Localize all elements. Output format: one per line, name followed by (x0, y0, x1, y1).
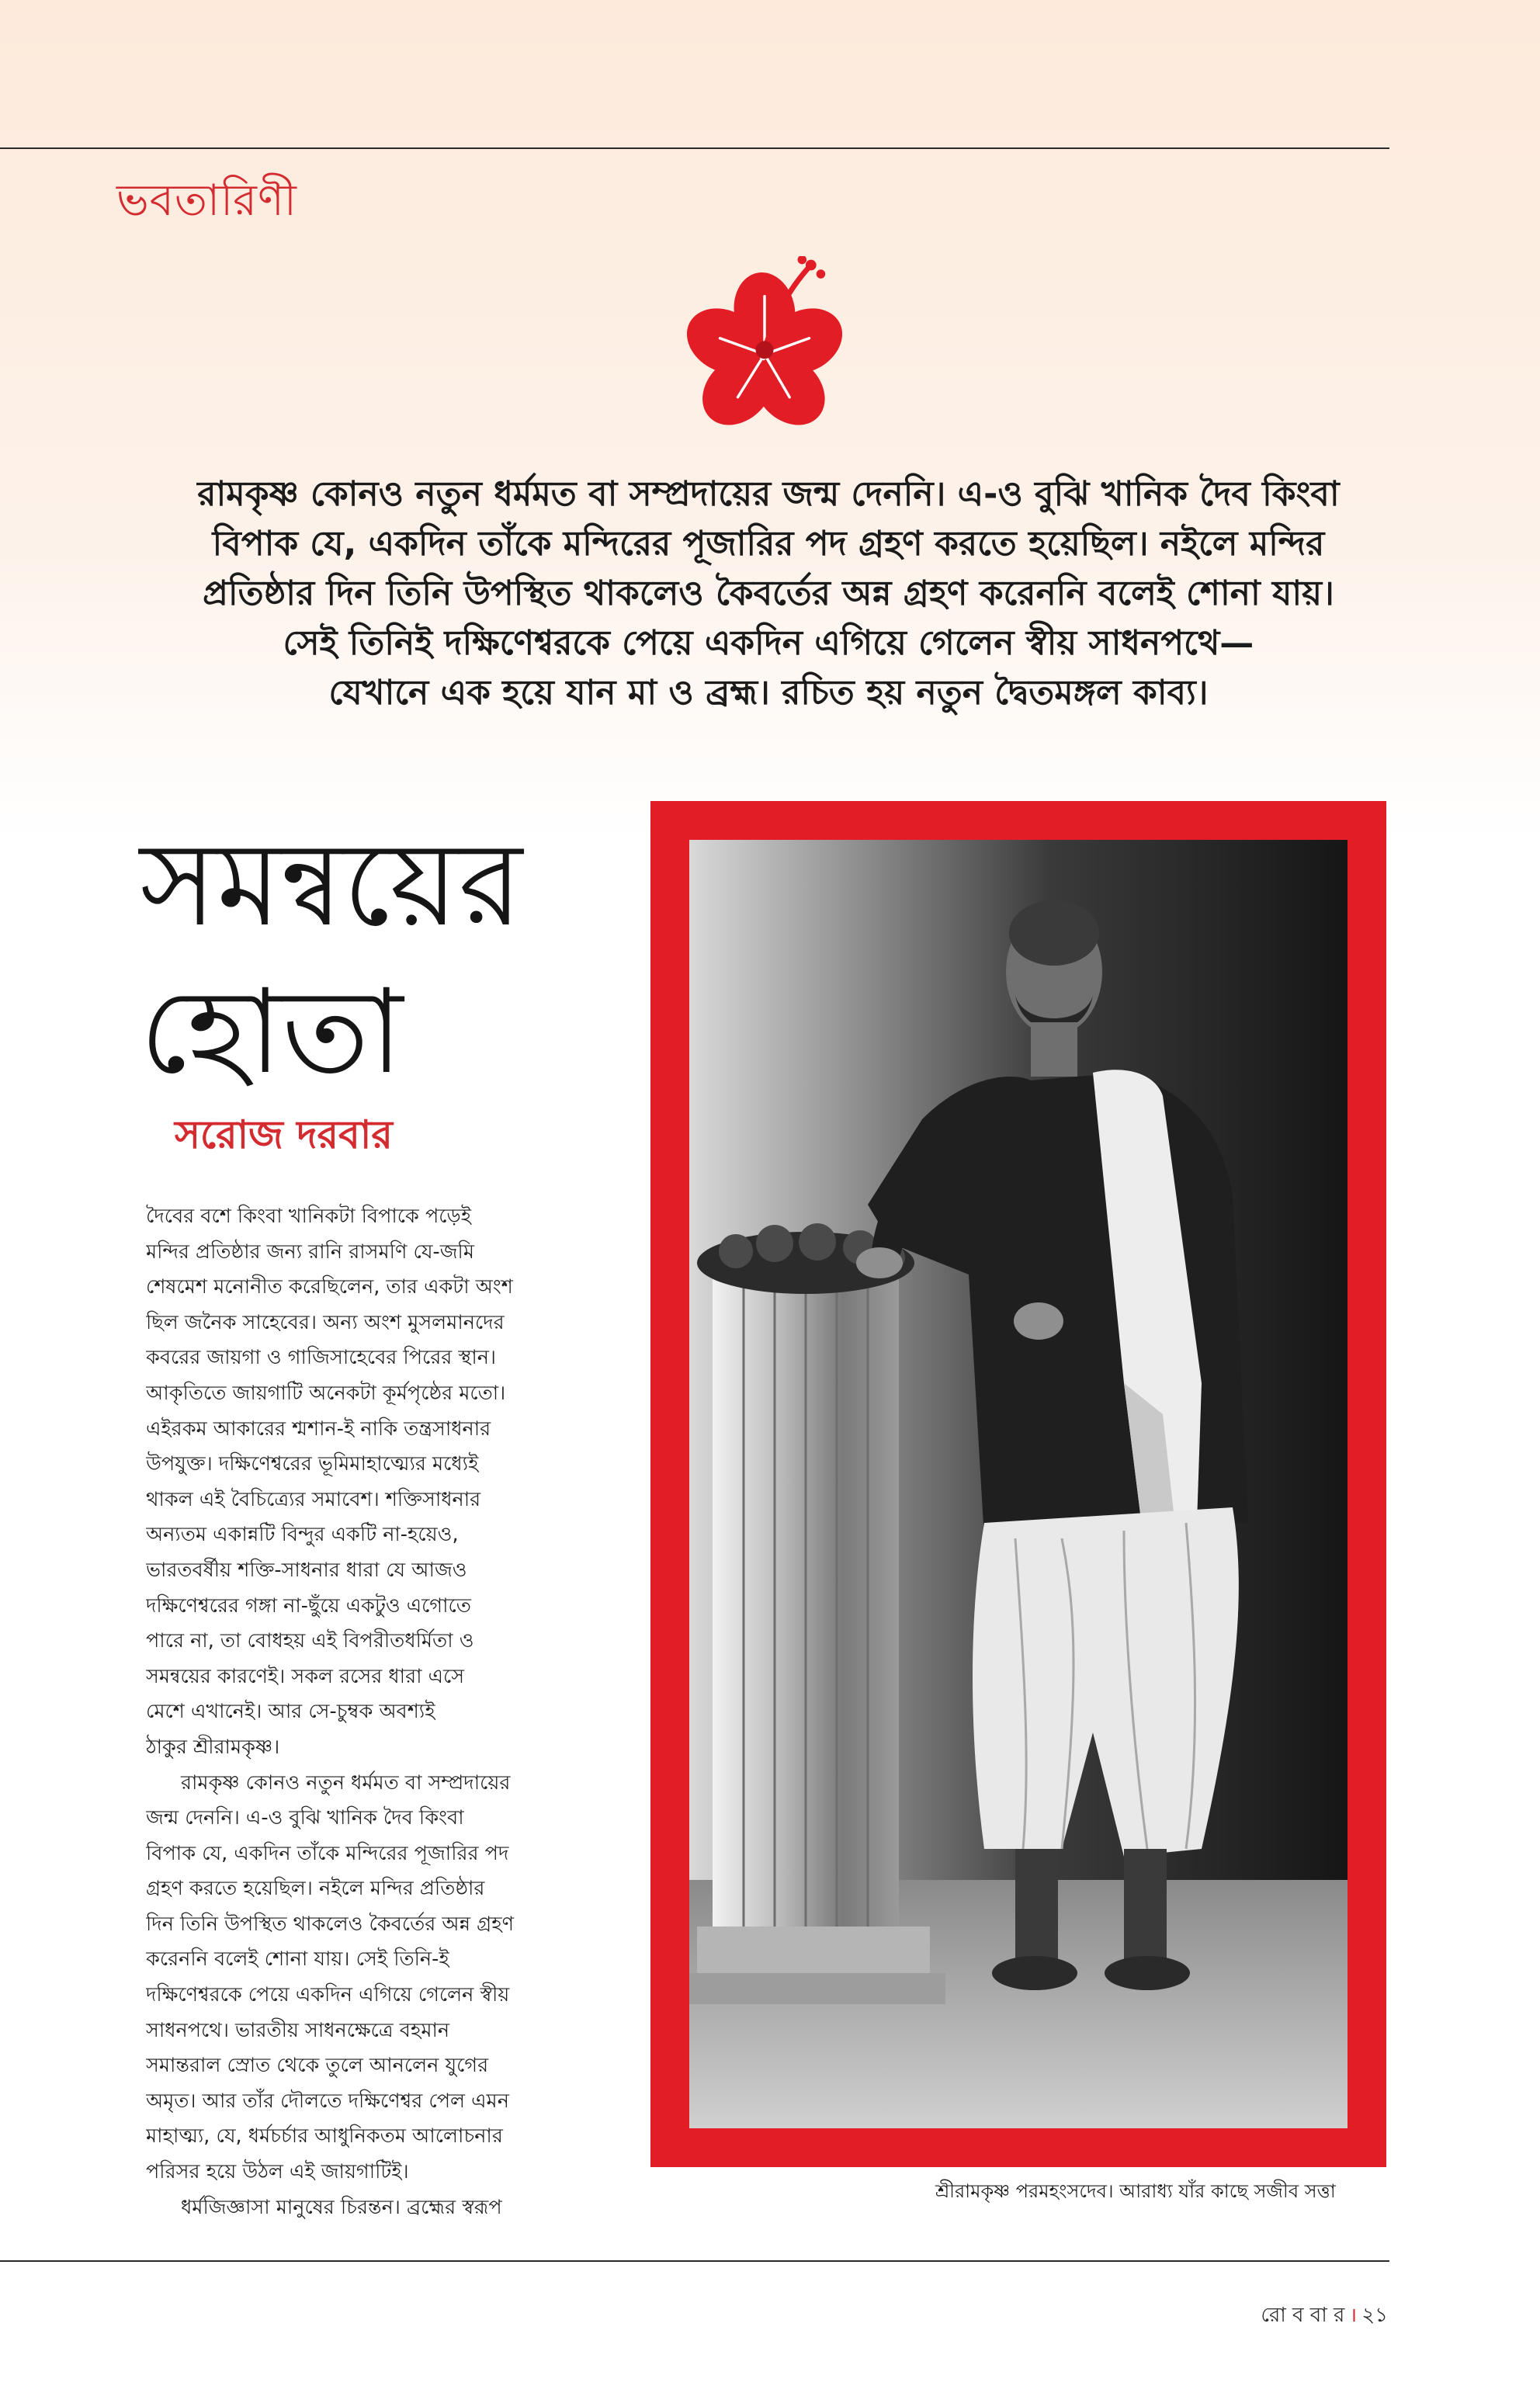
magazine-name: রো ব বা র (1261, 2304, 1345, 2327)
body-line: পারে না, তা বোধহয় এই বিপরীতধর্মিতা ও (146, 1629, 474, 1653)
intro-line: বিপাক যে, একদিন তাঁকে মন্দিরের পূজারির পদ গ্রহণ করতে হয়েছিল। নইলে মন্দির (212, 524, 1325, 564)
body-line: অমৃত। আর তাঁর দৌলতে দক্ষিণেশ্বর পেল এমন (146, 2089, 509, 2113)
body-line: সমন্বয়ের কারণেই। সকল রসের ধারা এসে (146, 1664, 465, 1688)
section-label: ভবতারিণী (116, 175, 297, 226)
body-line: রামকৃষ্ণ কোনও নতুন ধর্মমত বা সম্প্রদায়ের (181, 1770, 511, 1795)
intro-line: যেখানে এক হয়ে যান মা ও ব্রহ্ম। রচিত হয় নতুন দ্বৈতমঙ্গল কাব্য। (328, 673, 1209, 713)
article-title (140, 811, 636, 1106)
title-line: সমন্বয়ের (140, 817, 523, 952)
body-line: জন্ম দেননি। এ-ও বুঝি খানিক দৈব কিংবা (146, 1806, 464, 1830)
author-byline: সরোজ দরবার (175, 1112, 393, 1157)
body-line: পরিসর হয়ে উঠল এই জায়গাটিই। (146, 2160, 409, 2184)
body-line: এইরকম আকারের শ্মশান-ই নাকি তন্ত্রসাধনার (146, 1417, 491, 1441)
body-line: করেননি বলেই শোনা যায়। সেই তিনি-ই (146, 1947, 449, 1972)
body-line: গ্রহণ করতে হয়েছিল। নইলে মন্দির প্রতিষ্ঠার (146, 1877, 485, 1901)
page-number: ২১ (1361, 2304, 1388, 2327)
body-line: দক্ষিণেশ্বরকে পেয়ে একদিন এগিয়ে গেলেন স্বীয় (146, 1983, 510, 2007)
body-line: ভারতবর্ষীয় শক্তি-সাধনার ধারা যে আজও (146, 1558, 467, 1582)
body-line: ঠাকুর শ্রীরামকৃষ্ণ। (146, 1735, 280, 1759)
body-line: দিন তিনি উপস্থিত থাকলেও কৈবর্তের অন্ন গ্রহণ (146, 1912, 515, 1936)
bottom-rule (0, 2260, 1389, 2262)
hibiscus-icon (675, 256, 854, 435)
intro-line: প্রতিষ্ঠার দিন তিনি উপস্থিত থাকলেও কৈবর্তের অন্ন গ্রহণ করেননি বলেই শোনা যায়। (203, 574, 1334, 613)
body-line: সমান্তরাল স্রোত থেকে তুলে আনলেন যুগের (146, 2054, 489, 2078)
page-footer (1261, 2299, 1388, 2333)
portrait-illustration (689, 840, 1348, 2128)
body-line: থাকল এই বৈচিত্র্যের সমাবেশ। শক্তিসাধনার (146, 1487, 481, 1511)
body-line: উপযুক্ত। দক্ষিণেশ্বরের ভূমিমাহাত্ম্যের মধ্যেই (146, 1452, 479, 1476)
body-line: মন্দির প্রতিষ্ঠার জন্য রানি রাসমণি যে-জমি (146, 1240, 474, 1264)
body-line: ধর্মজিজ্ঞাসা মানুষের চিরন্তন। ব্রহ্মের স্বরূপ (181, 2195, 502, 2219)
body-line: শেষমেশ মনোনীত করেছিলেন, তার একটা অংশ (146, 1275, 513, 1299)
footer-separator: । (1349, 2304, 1358, 2327)
portrait-photo (689, 840, 1348, 2128)
body-line: মাহাত্ম্য, যে, ধর্মচর্চার আধুনিকতম আলোচনার (146, 2124, 503, 2148)
intro-line: সেই তিনিই দক্ষিণেশ্বরকে পেয়ে একদিন এগিয়ে গেলেন স্বীয় সাধনপথে— (283, 623, 1254, 663)
top-rule (0, 147, 1389, 149)
article-body (146, 1199, 596, 2225)
body-line: অন্যতম একান্নটি বিন্দুর একটি না-হয়েও, (146, 1523, 459, 1547)
photo-caption: শ্রীরামকৃষ্ণ পরমহংসদেব। আরাধ্য যাঁর কাছে সজীব সত্তা (935, 2180, 1336, 2202)
body-line: আকৃতিতে জায়গাটি অনেকটা কূর্মপৃষ্ঠের মতো। (146, 1381, 506, 1405)
body-line: দৈবের বশে কিংবা খানিকটা বিপাকে পড়েই (146, 1205, 472, 1228)
intro-line: রামকৃষ্ণ কোনও নতুন ধর্মমত বা সম্প্রদায়ের জন্ম দেননি। এ-ও বুঝি খানিক দৈব কিংবা (197, 474, 1340, 514)
body-line: ছিল জনৈক সাহেবের। অন্য অংশ মুসলমানদের (146, 1310, 505, 1334)
body-line: দক্ষিণেশ্বরের গঙ্গা না-ছুঁয়ে একটুও এগোতে (146, 1594, 471, 1618)
body-line: মেশে এখানেই। আর সে-চুম্বক অবশ্যই (146, 1700, 435, 1724)
body-line: সাধনপথে। ভারতীয় সাধনক্ষেত্রে বহমান (146, 2018, 450, 2042)
body-line: কবরের জায়গা ও গাজিসাহেবের পিরের স্থান। (146, 1346, 497, 1370)
title-line: হোতা (140, 965, 404, 1100)
intro-deck (101, 470, 1436, 718)
body-line: বিপাক যে, একদিন তাঁকে মন্দিরের পূজারির পদ (146, 1841, 509, 1865)
